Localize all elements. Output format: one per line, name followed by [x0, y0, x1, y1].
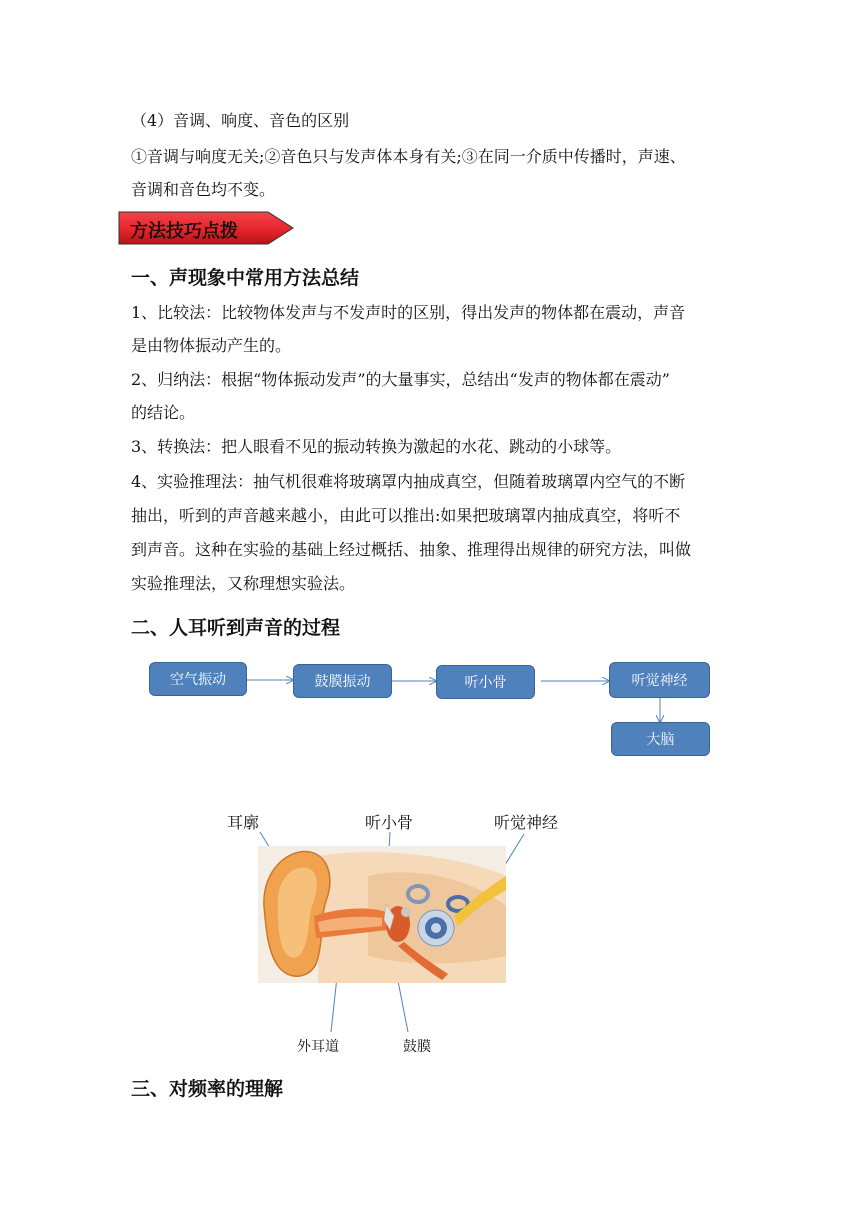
flow-box-auditory-nerve: 听觉神经: [609, 662, 710, 698]
section-1-title: 一、声现象中常用方法总结: [131, 267, 360, 289]
ear-label-ossicles: 听小骨: [365, 813, 414, 832]
s1-para-4b: 抽出，听到的声音越来越小，由此可以推出:如果把玻璃罩内抽成真空，将听不: [131, 506, 681, 525]
flow-box-brain: 大脑: [611, 722, 710, 756]
text-line-3: 音调和音色均不变。: [131, 180, 276, 199]
ear-label-pinna: 耳廓: [227, 813, 260, 832]
s1-para-4d: 实验推理法，又称理想实验法。: [131, 574, 356, 593]
s1-para-1b: 是由物体振动产生的。: [131, 336, 292, 355]
flow-box-air: 空气振动: [149, 662, 247, 696]
ear-label-ear-canal: 外耳道: [297, 1039, 339, 1055]
flow-box-eardrum: 鼓膜振动: [293, 664, 392, 698]
s1-para-3: 3、转换法：把人眼看不见的振动转换为激起的水花、跳动的小球等。: [131, 437, 622, 456]
flow-box-ossicles: 听小骨: [436, 665, 535, 699]
ear-label-eardrum: 鼓膜: [403, 1039, 431, 1055]
s1-para-2b: 的结论。: [131, 403, 196, 422]
section-3-title: 三、对频率的理解: [131, 1078, 284, 1100]
s1-para-1a: 1、比较法：比较物体发声与不发声时的区别，得出发声的物体都在震动，声音: [131, 303, 686, 322]
text-line-1: （4）音调、响度、音色的区别: [131, 111, 350, 130]
section-2-title: 二、人耳听到声音的过程: [131, 617, 341, 639]
s1-para-4c: 到声音。这种在实验的基础上经过概括、抽象、推理得出规律的研究方法，叫做: [131, 540, 692, 559]
text-line-2: ①音调与响度无关;②音色只与发声体本身有关;③在同一介质中传播时，声速、: [131, 147, 686, 166]
banner-label: 方法技巧点拨: [130, 221, 238, 242]
s1-para-2a: 2、归纳法：根据“物体振动发声”的大量事实，总结出“发声的物体都在震动”: [131, 370, 670, 389]
ear-label-auditory-nerve: 听觉神经: [494, 813, 559, 832]
s1-para-4a: 4、实验推理法：抽气机很难将玻璃罩内抽成真空，但随着玻璃罩内空气的不断: [131, 472, 686, 491]
ear-anatomy-illustration: [258, 846, 506, 983]
